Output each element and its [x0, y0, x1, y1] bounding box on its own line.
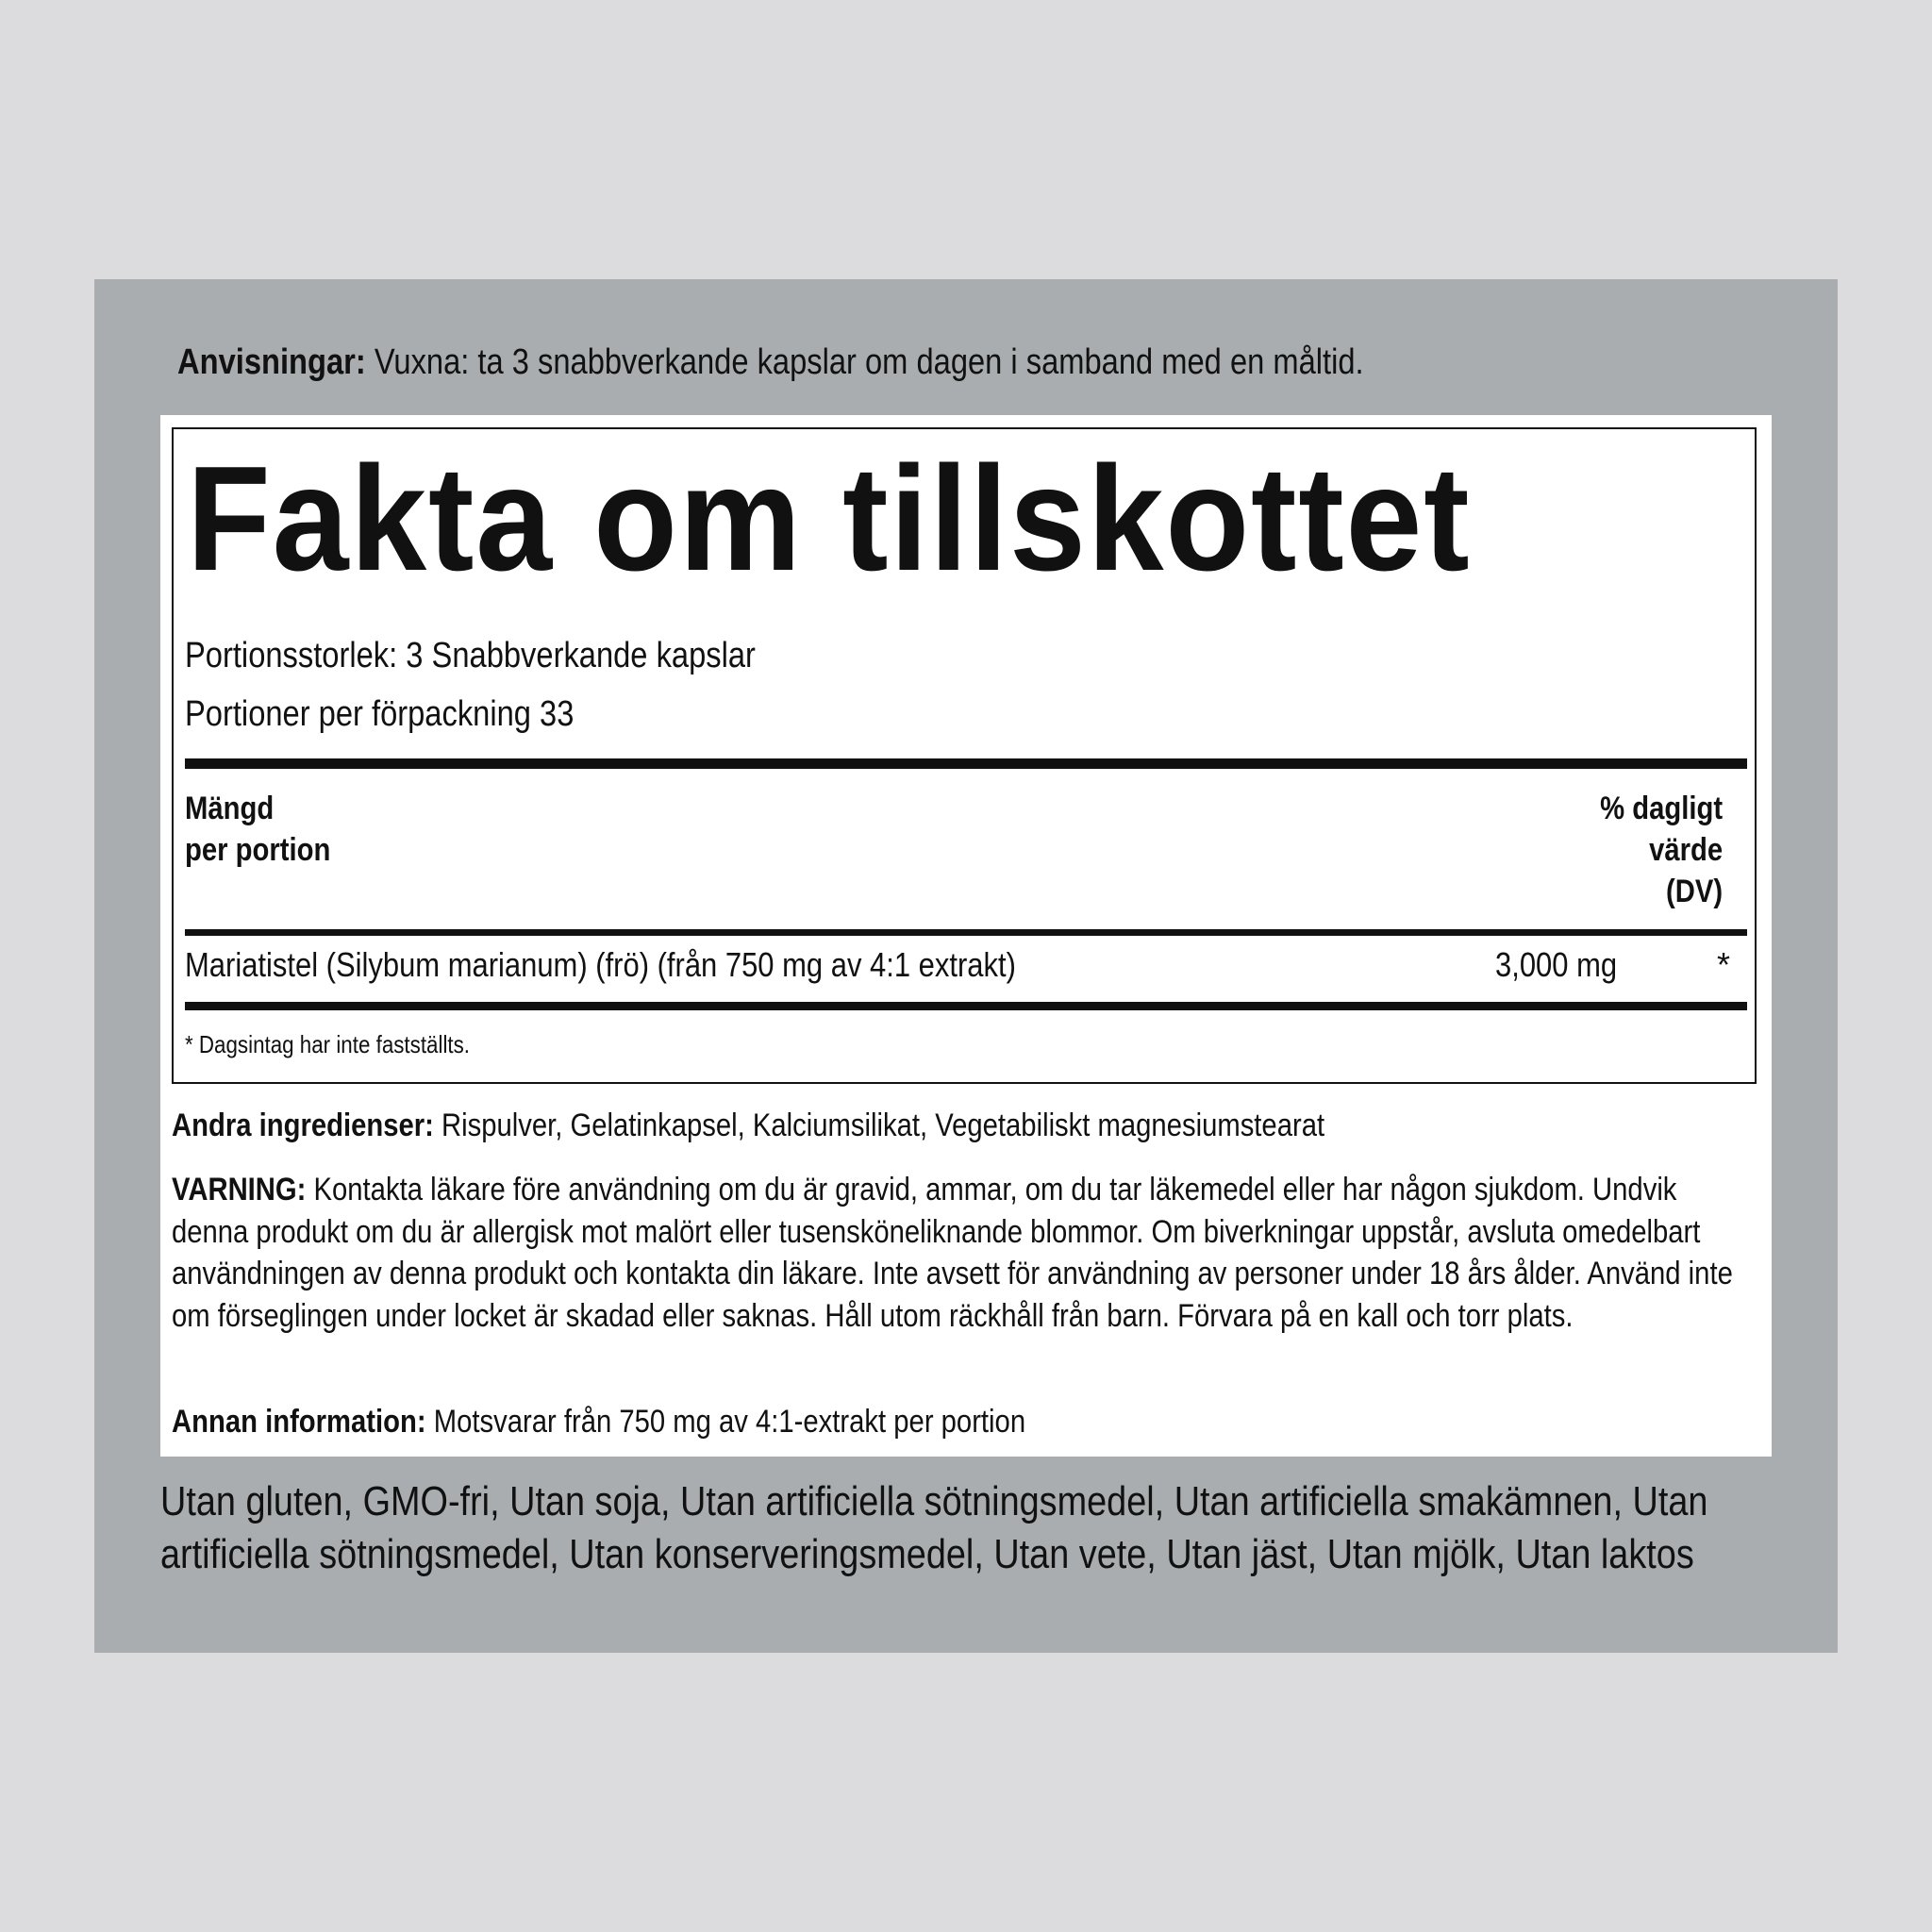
header-amount [185, 788, 330, 871]
other-info-text: Motsvarar från 750 mg av 4:1-extrakt per portion [425, 1404, 1026, 1440]
other-ingredients [172, 1105, 1762, 1147]
directions [177, 340, 1364, 385]
ingredient-amount: 3,000 mg [1494, 945, 1617, 984]
header-daily-value [1600, 788, 1723, 912]
serving-size: Portionsstorlek: 3 Snabbverkande kapslar [185, 636, 756, 675]
header-dv-line2: värde [1648, 832, 1723, 868]
facts-title: Fakta om tillskottet [187, 436, 1472, 602]
thick-rule-top [185, 758, 1747, 769]
free-from-claims: Utan gluten, GMO-fri, Utan soja, Utan artificiella sötningsmedel, Utan artificiella smakämnen, Utan artificiella sötningsmedel, Utan konserveringsmedel, Utan vete, Utan jäst, Utan mjölk, Utan laktos [160, 1478, 1708, 1577]
header-amount-line2: per portion [185, 832, 331, 868]
header-dv-line1: % dagligt [1600, 791, 1723, 826]
ingredient-row [185, 942, 1730, 988]
header-amount-line1: Mängd [185, 791, 275, 826]
ingredient-dv: * [1716, 945, 1730, 984]
ingredient-name: Mariatistel (Silybum marianum) (frö) (från 750 mg av 4:1 extrakt) [185, 945, 1016, 984]
supplement-facts-box [172, 427, 1757, 1084]
other-ingredients-label: Andra ingredienser: [172, 1108, 434, 1143]
warning [172, 1169, 1745, 1337]
footnote: * Dagsintag har inte fastställts. [185, 1030, 471, 1058]
warning-label: VARNING: [172, 1172, 307, 1208]
other-ingredients-text: Rispulver, Gelatinkapsel, Kalciumsilikat, Vegetabiliskt magnesiumstearat [433, 1108, 1325, 1143]
directions-text: Vuxna: ta 3 snabbverkande kapslar om dagen i samband med en måltid. [365, 342, 1364, 382]
thick-rule-bottom [185, 1002, 1747, 1010]
medium-rule [185, 929, 1747, 936]
other-info-label: Annan information: [172, 1404, 426, 1440]
warning-text: Kontakta läkare före användning om du är gravid, ammar, om du tar läkemedel eller har någon sjukdom. Undvik denna produkt om du är allergisk mot malört eller tusensköneliknande blommor. Om biverkningar uppstår, avsluta omedelbart användningen av denna produkt och kontakta din läkare. Inte avsett för användning av personer under 18 års ålder. Använd inte om förseglingen under locket är skadad eller saknas. Håll utom räckhåll från barn. Förvara på en kall och torr plats. [172, 1172, 1733, 1334]
directions-label: Anvisningar: [177, 342, 366, 382]
other-information [172, 1401, 1762, 1443]
servings-per-container: Portioner per förpackning 33 [185, 694, 575, 734]
header-dv-line3: (DV) [1665, 874, 1723, 909]
